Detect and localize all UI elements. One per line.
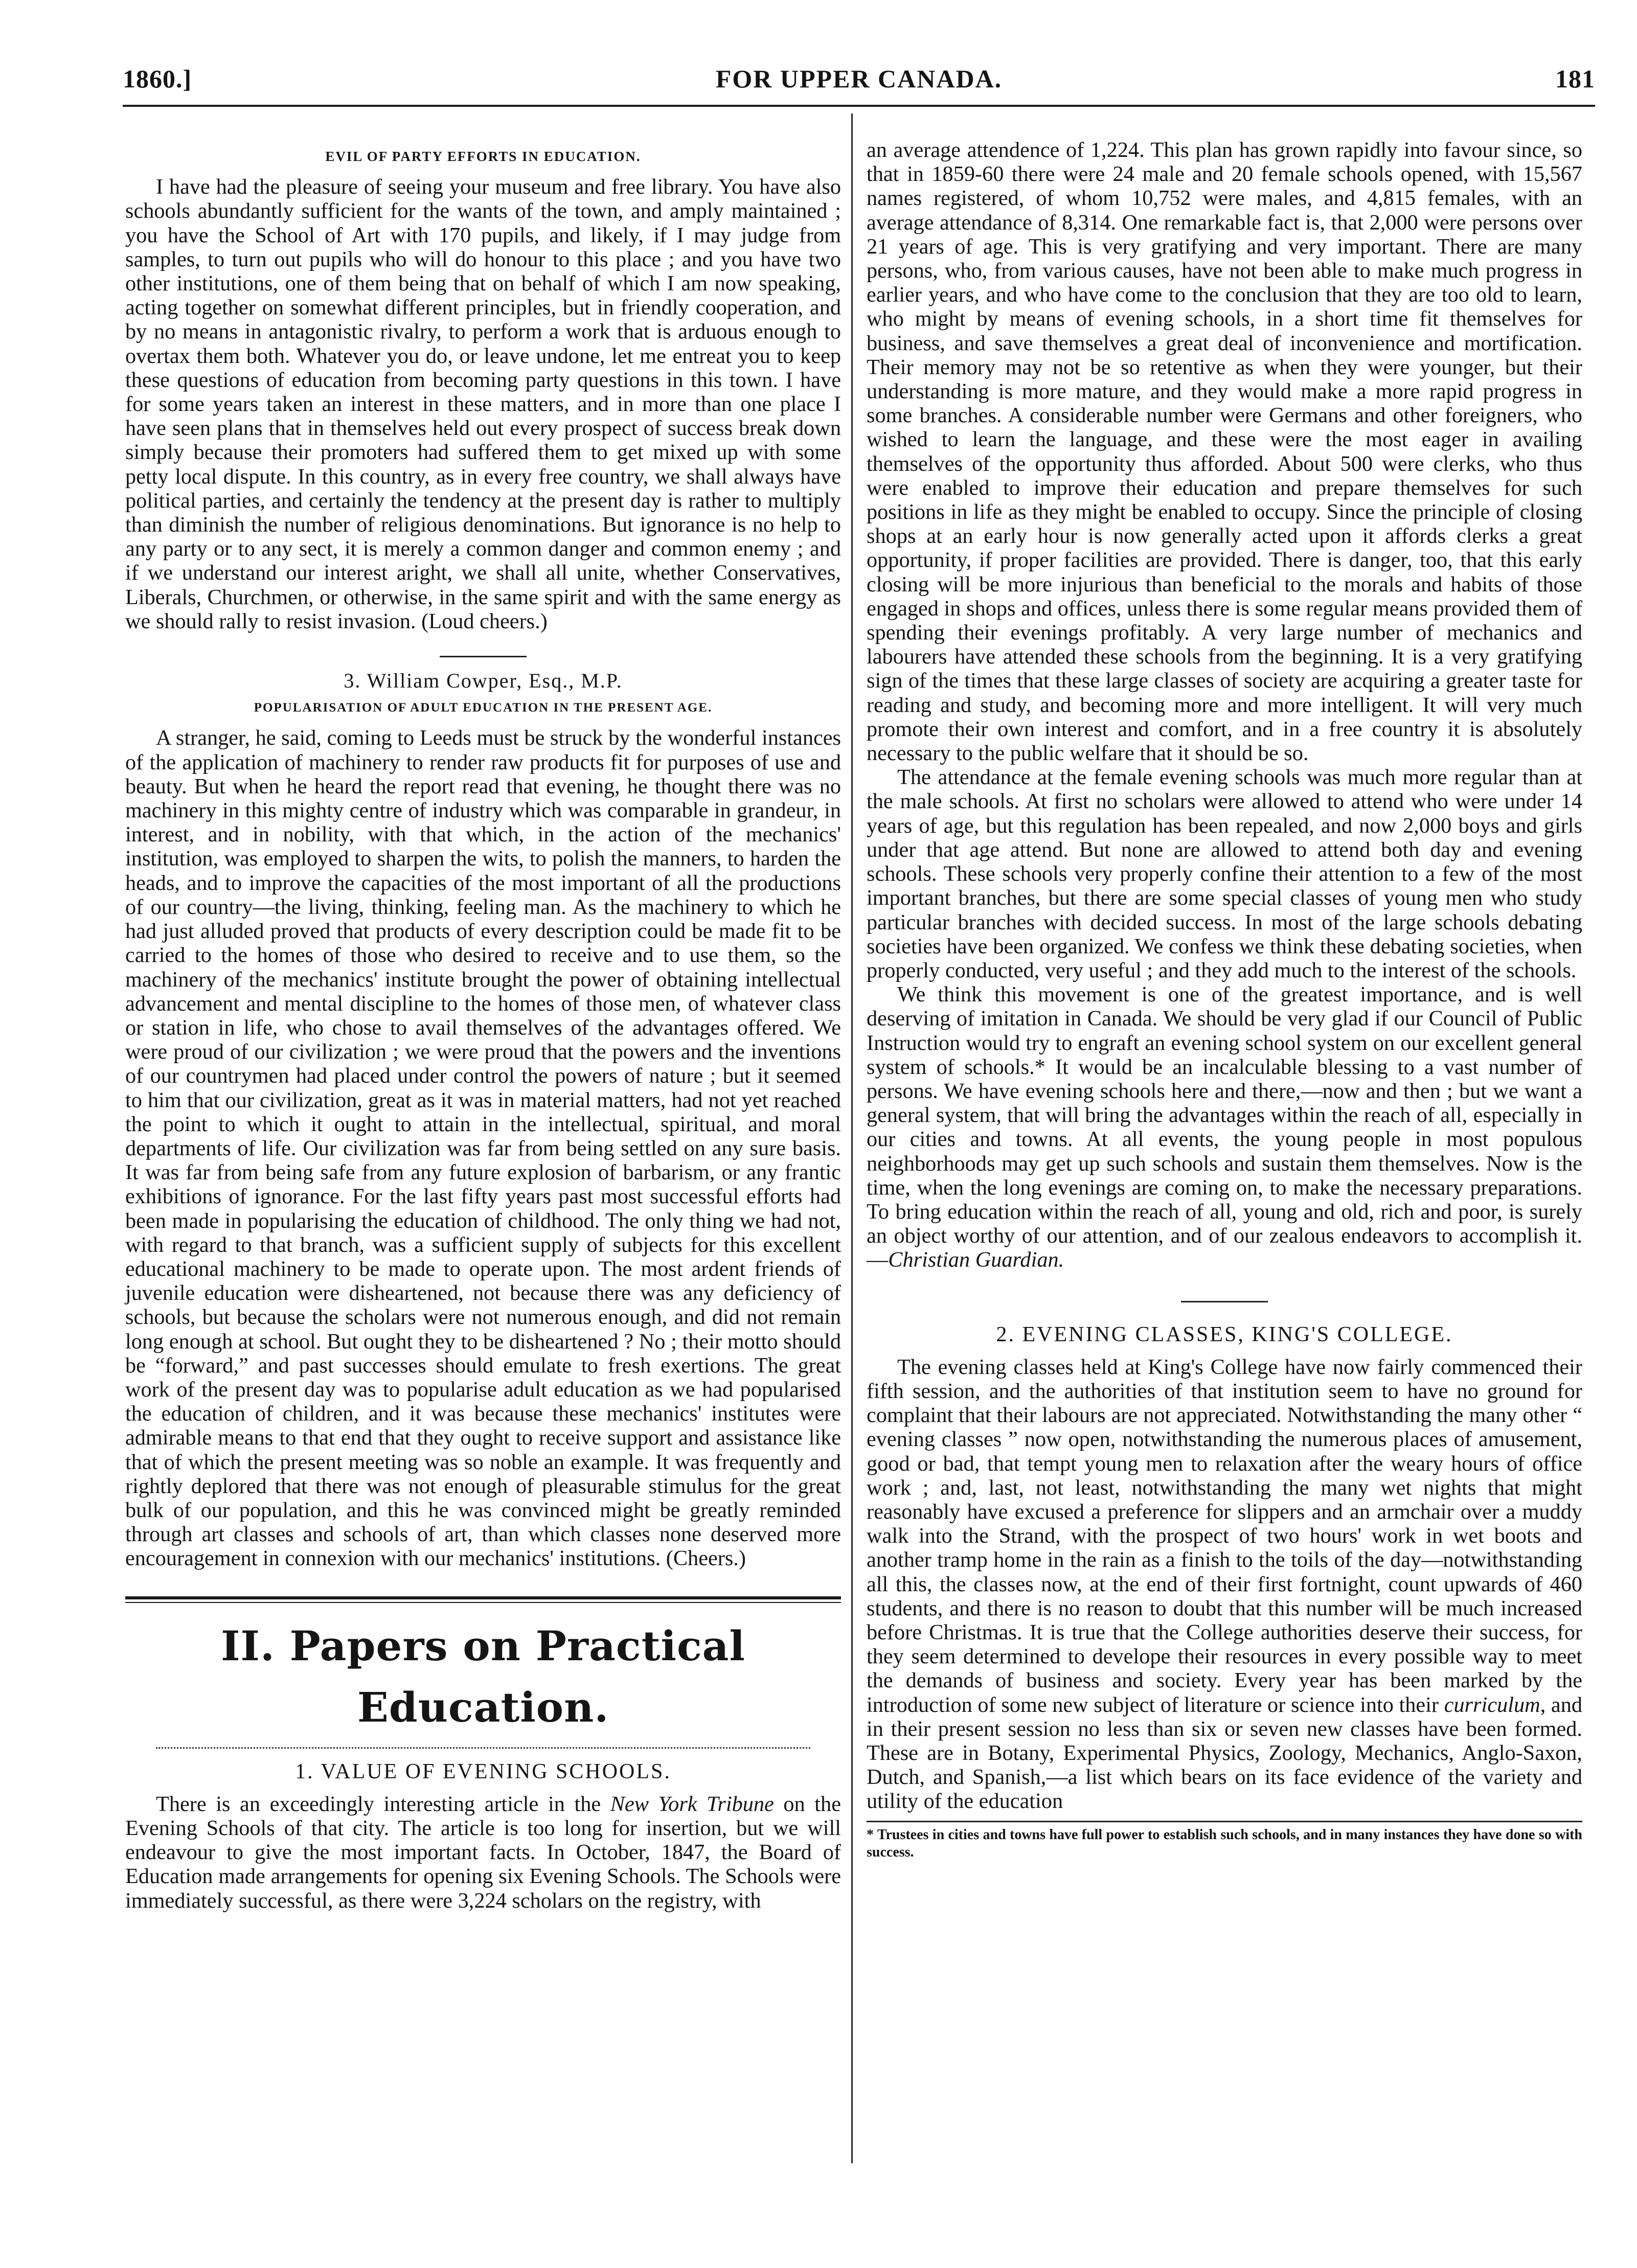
speaker-heading: 3. William Cowper, Esq., M.P. [344, 669, 623, 693]
major-rule-top [125, 1596, 841, 1599]
source-attribution: Christian Guardian. [888, 1248, 1064, 1272]
paragraph-evening-schools-cont: an average attendence of 1,224. This plan has grown rapidly into favour since, so that in 1859-60 there were 24 male and 20 female schools opened, with 15,567 names registered, of whom 10,752 were males, and 4,815 females, with an average attendance of 8,314. One remarkable fact is, that 2,000 were persons over 21 years of age. This is very gratifying and very important. There are many persons, who, from various causes, have not been able to make much progress in earlier years, and who have come to the conclusion that they are too old to learn, who might by means of evening schools, in a short time fit themselves for business, and save themselves a great deal of inconvenience and mortification. Their memory may not be so retentive as when they were younger, but their understanding is more mature, and they would make a more rapid progress in some branches. A considerable number were Germans and other foreigners, who wished to learn the language, and these were the most eager in availing themselves of the opportunity thus afforded. About 500 were clerks, who thus were enabled to improve their education and prepare themselves for such positions in life as they might be enabled to occupy. Since the principle of closing shops at an early hour is now generally acted upon it affords clerks a great opportunity, if proper facilities are provided. There is danger, too, that this early closing will be more injurious than beneficial to the morals and habits of those engaged in shops and offices, unless there is some regular means provided them of spending their evenings profitably. A very large number of mechanics and labourers have attended these schools from the beginning. It is a very gratifying sign of the times that these large classes of society are acquiring a greater taste for reading and study, and becoming more and more intelligent. It will very much promote their own interest and comfort, and in a free country it is absolutely necessary to the public welfare that it should be so. [867, 138, 1582, 766]
paragraph-evening-schools [125, 1792, 841, 1913]
text-run: There is an exceedingly interesting article in the [156, 1792, 610, 1816]
footnote: * Trustees in cities and towns have full power to establish such schools, and in many instances they have done so with success. [867, 1826, 1582, 1860]
italic-term: curriculum [1444, 1692, 1540, 1717]
running-head [123, 64, 1595, 105]
major-section-heading: II. Papers on Practical Education. [221, 1621, 745, 1731]
section-heading-kings-college: 2. EVENING CLASSES, KING'S COLLEGE. [996, 1322, 1453, 1346]
right-column [867, 138, 1582, 1861]
text-run: on the Evening Schools of that city. The article is too long for insertion, but we will endeavour to give the most important facts. In October, 1847, the Board of Education made arrangements for opening six Evening Schools. The Schools were immediately successful, as there were 3,224 scholars on the registry, with [125, 1792, 841, 1913]
paragraph-movement-importance [867, 982, 1582, 1272]
left-column [125, 145, 841, 1913]
header-rule [123, 105, 1595, 107]
text-run: We think this movement is one of the greatest importance, and is well deserving of imitation in Canada. We should be very glad if our Council of Public Instruction would try to engraft an evening school system on our excellent general system of schools.* It would be an incalculable blessing to a vast number of persons. We have evening schools here and there,—now and then ; but we want a general system, that will bring the advantages within the reach of all, especially in our cities and towns. At all events, the young people in most populous neighborhoods may get up such schools and sustain them themselves. Now is the time, when the long evenings are coming on, to make the necessary preparations. To bring education within the reach of all, young and old, rich and poor, is surely an object worthy of our attention, and of our zealous endeavors to accomplish it.— [867, 982, 1582, 1272]
text-run: The evening classes held at King's College have now fairly commenced their fifth session, and the authorities of that institution seem to have no ground for complaint that their labours are not appreciated. Notwithstanding the many other “ evening classes ” now open, notwithstanding the numerous places of amusement, good or bad, that tempt young men to relaxation after the weary hours of office work ; and, last, not least, notwithstanding the many wet nights that might reasonably have excused a preference for slippers and an armchair over a muddy walk into the Strand, with the prospect of two hours' work in wet boots and another tramp home in the rain as a finish to the toils of the day—notwithstanding all this, the classes now, at the end of their first fortnight, count upwards of 460 students, and there is no reason to doubt that this number will be much increased before Christmas. It is true that the College authorities deserve their success, for they seem determined to develope their resources in every possible way to meet the demands of business and society. Every year has been marked by the introduction of some new subject of literature or science into their [867, 1355, 1582, 1717]
column-divider [851, 113, 853, 2163]
section-heading-evening-schools: 1. VALUE OF EVENING SCHOOLS. [295, 1759, 671, 1783]
paragraph-popularisation: A stranger, he said, coming to Leeds must be struck by the wonderful instances of the application of machinery to render raw products fit for purposes of use and beauty. But when he heard the report read that evening, he thought there was no machinery in this mighty centre of industry which was comparable in grandeur, in interest, and in nobility, with that which, in the action of the mechanics' institution, was employed to sharpen the wits, to polish the manners, to harden the heads, and to improve the capacities of the most important of all the productions of our country—the living, thinking, feeling man. As the machinery to which he had just alluded proved that products of every description could be made fit to be carried to the homes of those who desired to receive and to use them, so the machinery of the mechanics' institute brought the power of obtaining intellectual advancement and mental discipline to the homes of those men, of whatever class or station in life, who chose to avail themselves of the advantages offered. We were proud of our civilization ; we were proud that the powers and the inventions of our countrymen had placed under control the powers of nature ; but it seemed to him that our civilization, great as it was in material matters, had not yet reached the point to which it ought to attain in the intellectual, spiritual, and moral departments of life. Our civilization was far from being settled on any sure basis. It was far from being safe from any future explosion of barbarism, or any frantic exhibitions of ignorance. For the last fifty years past most successful efforts had been made in popularising the education of childhood. The only thing we had not, with regard to that branch, was a sufficient supply of subjects for this excellent educational machinery to be made to operate upon. The most ardent friends of juvenile education were disheartened, not because there was any deficiency of schools, but because the scholars were not numerous enough, and did not remain long enough at school. But ought they to be disheartened ? No ; their motto should be “forward,” and past successes should emulate to fresh exertions. The great work of the present day was to popularise adult education as we had popularised the education of children, and it was because these mechanics' institutes were admirable means to that end that they ought to receive support and assistance like that of which the present meeting was so noble an example. It was frequently and rightly deplored that there was not enough of pleasurable stimulus for the great bulk of our population, and this he was convinced might be greatly reminded through art classes and schools of art, than which classes none deserved more encouragement in connexion with our mechanics' institutions. (Cheers.) [125, 726, 841, 1571]
header-year: 1860.] [123, 64, 192, 93]
paragraph-party-efforts: I have had the pleasure of seeing your museum and free library. You have also schools abundantly sufficient for the wants of the town, and amply maintained ; you have the School of Art with 170 pupils, and likely, if I may judge from samples, to turn out pupils who will do honour to this place ; and you have two other institutions, one of them being that on behalf of which I am now speaking, acting together on somewhat different principles, but in friendly cooperation, and by no means in antagonistic rivalry, to perform a work that is arduous enough to overtax them both. Whatever you do, or leave undone, let me entreat you to keep these questions of education from becoming party questions in this town. I have for some years taken an interest in these matters, and in more than one place I have seen plans that in themselves held out every prospect of success break down simply because their promoters had suffered them to get mixed up with some petty local dispute. In this country, as in every free country, we shall always have political parties, and certainly the tendency at the present day is rather to multiply than diminish the number of religious denominations. But ignorance is no help to any party or to any sect, it is merely a common danger and common enemy ; and if we understand our interest aright, we shall all unite, whether Conservatives, Liberals, Churchmen, or otherwise, in the same spirit and with the same energy as we should rally to resist invasion. (Loud cheers.) [125, 175, 841, 633]
section-heading-popularisation: POPULARISATION OF ADULT EDUCATION IN THE PRESENT AGE. [254, 701, 713, 715]
newspaper-title: New York Tribune [610, 1792, 774, 1816]
paragraph-female-schools: The attendance at the female evening schools was much more regular than at the male schools. At first no scholars were allowed to attend who were under 14 years of age, but this regulation has been repealed, and now 2,000 boys and girls under that age attend. But none are allowed to attend both day and evening schools. These schools very properly confine their attention to a few of the most important branches, but there are some special classes of young men who study particular branches with decided success. In most of the large schools debating societies have been organized. We confess we think these debating societies, when properly conducted, very useful ; and they add much to the interest of the schools. [867, 765, 1582, 982]
header-title: FOR UPPER CANADA. [715, 64, 1003, 93]
paragraph-kings-college [867, 1355, 1582, 1814]
section-heading-party-efforts: EVIL OF PARTY EFFORTS IN EDUCATION. [325, 149, 641, 164]
text-run: , and in their present session no less than six or seven new classes have been formed. These are in Botany, Experimental Physics, Zoology, Mechanics, Anglo-Saxon, Dutch, and Spanish,—a list which bears on its face evidence of the variety and utility of the education [867, 1692, 1582, 1814]
page-number: 181 [1555, 64, 1595, 93]
